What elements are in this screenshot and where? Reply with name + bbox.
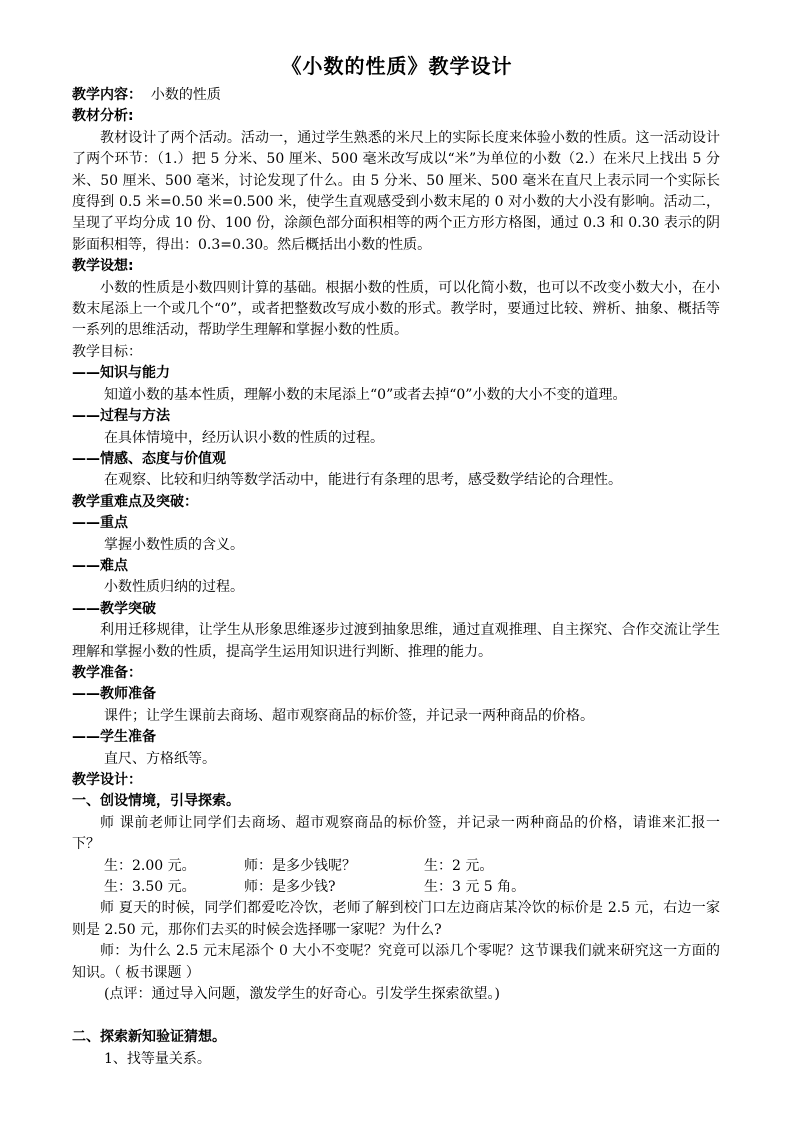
key3-text: 利用迁移规律，让学生从形象思维逐步过渡到抽象思维，通过直观推理、自主探究、合作交流让学生理解和掌握小数的性质，提高学生运用知识进行判断、推理的能力。: [72, 622, 720, 660]
dialog-row: [72, 856, 720, 877]
content-label: 教学内容：: [72, 87, 142, 103]
section2-heading: 二、探索新知验证猜想。: [72, 1029, 226, 1046]
section1-heading: 一、创设情境，引导探索。: [72, 793, 240, 810]
idea-heading: 教学设想:: [72, 258, 134, 275]
analysis-heading: 教材分析:: [72, 108, 134, 125]
document-body: [72, 85, 720, 1070]
section1-paragraph3: 师：为什么 2.5 元末尾添个 0 大小不变呢？究竟可以添几个零呢？这节课我们就来研究这一方面的知识。（ 板书课题 ）: [72, 943, 720, 981]
key-heading: 教学重难点及突破：: [72, 493, 198, 510]
goal3-text: 在观察、比较和归纳等数学活动中，能进行有条理的思考，感受数学结论的合理性。: [104, 472, 622, 489]
key3-title: ——教学突破: [72, 600, 156, 617]
dialog-cell: 生：2 元。: [424, 857, 494, 874]
dialog-cell: 师：是多少钱?: [244, 879, 336, 896]
prep1-text: 课件；让学生课前去商场、超市观察商品的标价签，并记录一两种商品的价格。: [104, 707, 594, 724]
section1-paragraph1: 师 课前老师让同学们去商场、超市观察商品的标价签，并记录一两种商品的价格，请谁来汇报一下？: [72, 814, 720, 853]
key2-title: ——难点: [72, 557, 128, 574]
key1-text: 掌握小数性质的含义。: [104, 536, 244, 553]
prep1-title: ——教师准备: [72, 686, 156, 703]
goal2-title: ——过程与方法: [72, 408, 170, 425]
prep-heading: 教学准备：: [72, 664, 142, 681]
goal1-text: 知道小数的基本性质，理解小数的末尾添上“0”或者去掉“0”小数的大小不变的道理。: [104, 386, 627, 403]
section2-item1: 1、找等量关系。: [104, 1050, 211, 1067]
design-heading: 教学设计：: [72, 772, 142, 788]
goal3-title: ——情感、态度与价值观: [72, 450, 226, 467]
analysis-text: 教材设计了两个活动。活动一，通过学生熟悉的米尺上的实际长度来体验小数的性质。这一活动设计了两个环节：（1.）把 5 分米、50 厘米、500 毫米改写成以“米”为单位的小数（2.）在米尺上找出 5 分米、50 厘米、500 毫米，讨论发现了什么。由 5 分米、50 厘米、500 毫米在直尺上表示同一个实际长度得到 0.5 米=0.50 米=0.500 米，使学生直观感受到小数末尾的 0 对小数的大小没有影响。活动二，呈现了平均分成 10 份、100 份，涂颜色部分面积相等的两个正方形方格图，通过 0.3 和 0.30 表示的阴影面积相等，得出：0.3=0.30。然后概括出小数的性质。: [72, 129, 720, 253]
blank-line: [72, 1005, 720, 1027]
dialog-cell: 生：3 元 5 角。: [424, 879, 526, 896]
goal2-text: 在具体情境中，经历认识小数的性质的过程。: [104, 429, 384, 446]
content-line: [72, 85, 720, 106]
document-title: 《小数的性质》教学设计: [281, 54, 513, 78]
goals-heading: 教学目标：: [72, 343, 142, 360]
key1-title: ——重点: [72, 515, 128, 532]
dialog-cell: 生：2.00 元。: [104, 857, 196, 874]
dialog-cell: 生：3.50 元。: [104, 879, 196, 896]
dialog-row: [72, 877, 720, 898]
key2-text: 小数性质归纳的过程。: [104, 579, 244, 596]
section1-comment: (点评：通过导入问题，激发学生的好奇心。引发学生探索欲望。): [104, 986, 500, 1003]
section1-paragraph2: 师 夏天的时候，同学们都爱吃冷饮，老师了解到校门口左边商店某冷饮的标价是 2.5 元，右边一家则是 2.50 元，那你们去买的时候会选择哪一家呢？为什么?: [72, 900, 720, 938]
content-value: 小数的性质: [150, 87, 221, 103]
idea-text: 小数的性质是小数四则计算的基础。根据小数的性质，可以化简小数，也可以不改变小数大小，在小数末尾添上一个或几个“0”，或者把整数改写成小数的形式。教学时，要通过比较、辨析、抽象、概括等一系列的思维活动，帮助学生理解和掌握小数的性质。: [72, 279, 720, 339]
dialog-cell: 师：是多少钱呢？: [244, 857, 356, 874]
prep2-title: ——学生准备: [72, 729, 156, 746]
prep2-text: 直尺、方格纸等。: [104, 750, 216, 767]
goal1-title: ——知识与能力: [72, 365, 170, 382]
